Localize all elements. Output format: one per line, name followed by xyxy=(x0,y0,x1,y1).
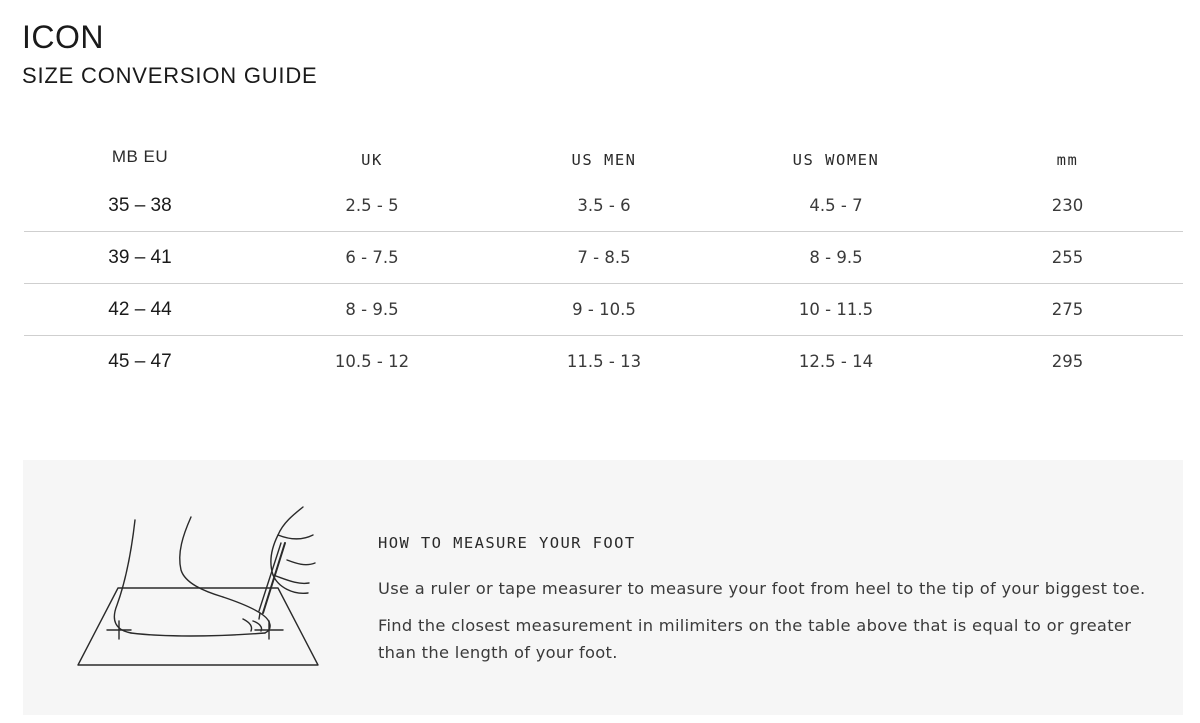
table-row xyxy=(24,336,1183,387)
cell-mb-eu: 39 – 41 xyxy=(108,246,172,268)
column-header-mb-eu: MB EU xyxy=(111,147,169,166)
cell-mm: 275 xyxy=(1051,300,1084,319)
cell-mb-eu: 45 – 47 xyxy=(108,350,172,372)
column-header-mm: mm xyxy=(1056,151,1079,169)
cell-mb-eu: 42 – 44 xyxy=(108,298,172,320)
measure-instruction-2: Find the closest measurement in milimiters on the table above that is equal to or greater than the length of your foot. xyxy=(378,616,1132,662)
cell-uk: 8 - 9.5 xyxy=(345,300,399,319)
table-header-row xyxy=(24,140,1183,180)
cell-us-men: 9 - 10.5 xyxy=(572,300,636,319)
cell-us-men: 7 - 8.5 xyxy=(577,248,631,267)
cell-mm: 255 xyxy=(1051,248,1084,267)
cell-mb-eu: 35 – 38 xyxy=(108,194,172,216)
brand-title: ICON xyxy=(22,19,104,55)
cell-uk: 2.5 - 5 xyxy=(345,196,399,215)
measure-title: HOW TO MEASURE YOUR FOOT xyxy=(378,534,636,552)
page-subtitle: SIZE CONVERSION GUIDE xyxy=(22,63,318,88)
cell-mm: 230 xyxy=(1051,196,1084,215)
foot-measuring-illustration xyxy=(73,505,333,680)
size-conversion-table xyxy=(24,140,1183,387)
cell-us-men: 3.5 - 6 xyxy=(577,196,631,215)
measure-foot-panel xyxy=(23,460,1183,715)
column-header-us-women: US WOMEN xyxy=(792,151,880,169)
column-header-uk: UK xyxy=(361,151,383,169)
cell-us-women: 10 - 11.5 xyxy=(798,300,874,319)
cell-us-women: 4.5 - 7 xyxy=(809,196,863,215)
cell-uk: 10.5 - 12 xyxy=(334,352,410,371)
cell-mm: 295 xyxy=(1051,352,1084,371)
cell-uk: 6 - 7.5 xyxy=(345,248,399,267)
cell-us-men: 11.5 - 13 xyxy=(566,352,642,371)
measure-instructions xyxy=(378,532,1168,676)
measure-instruction-1: Use a ruler or tape measurer to measure your foot from heel to the tip of your biggest toe. xyxy=(378,579,1146,598)
table-row xyxy=(24,180,1183,232)
column-header-us-men: US MEN xyxy=(571,151,637,169)
cell-us-women: 12.5 - 14 xyxy=(798,352,874,371)
table-row xyxy=(24,284,1183,336)
table-row xyxy=(24,232,1183,284)
cell-us-women: 8 - 9.5 xyxy=(809,248,863,267)
